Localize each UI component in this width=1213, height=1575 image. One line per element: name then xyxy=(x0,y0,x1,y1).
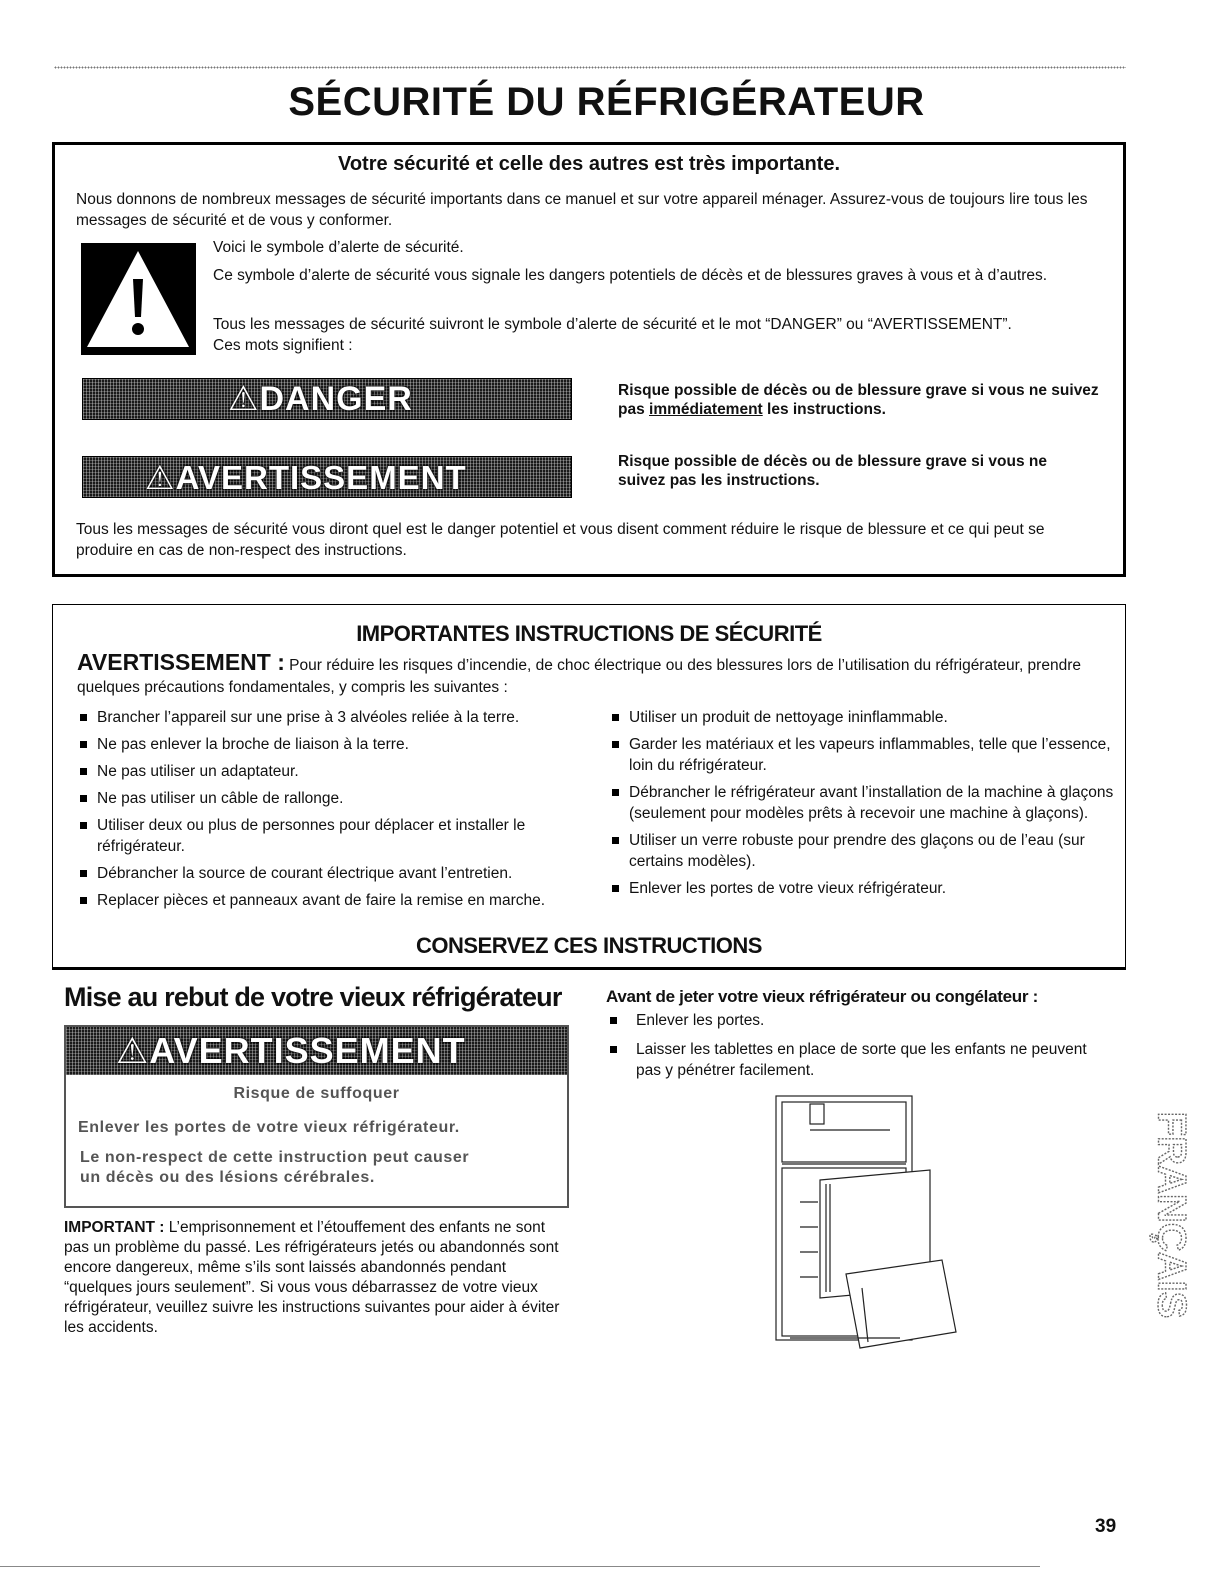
top-dotted-rule xyxy=(54,66,1126,69)
danger-banner xyxy=(82,378,572,420)
warning-banner xyxy=(82,456,572,498)
warning-description: Risque possible de décès ou de blessure grave si vous ne suivez pas les instructions. xyxy=(618,453,1047,489)
symbol-description: Ce symbole d’alerte de sécurité vous signale les dangers potentiels de décès et de blessures graves à vous et à d’autres. xyxy=(213,267,1048,284)
warning-triangle-icon: ⚠ xyxy=(145,458,176,496)
instructions-warning: AVERTISSEMENT : Pour réduire les risques d’incendie, de choc électrique ou des blessures lors de l’utilisation du réfrigérateur, prendre quelques précautions fondamentales, y compris les suivantes : xyxy=(77,649,1081,696)
instructions-footer: CONSERVEZ CES INSTRUCTIONS xyxy=(416,933,762,958)
signal-words-text: Tous les messages de sécurité suivront le symbole d’alerte de sécurité et le mot “DANGER” ou “AVERTISSEMENT”. Ces mots signifient : xyxy=(213,316,1012,354)
list-item: Laisser les tablettes en place de sorte que les enfants ne peuvent pas y pénétrer facilement. xyxy=(606,1039,1106,1081)
list-item: Brancher l’appareil sur une prise à 3 alvéoles reliée à la terre. xyxy=(77,707,587,728)
refrigerator-illustration xyxy=(770,1092,970,1357)
disposal-warning-triangle-icon: ⚠ xyxy=(116,1030,150,1071)
disposal-warning-line-2b: un décès ou des lésions cérébrales. xyxy=(80,1169,375,1186)
symbol-line: Voici le symbole d’alerte de sécurité. xyxy=(213,239,464,256)
list-item: Ne pas utiliser un câble de rallonge. xyxy=(77,788,587,809)
list-item: Débrancher la source de courant électrique avant l’entretien. xyxy=(77,863,587,884)
list-item: Garder les matériaux et les vapeurs inflammables, telle que l’essence, loin du réfrigérateur. xyxy=(609,734,1114,776)
disposal-warning-line-1: Enlever les portes de votre vieux réfrigérateur. xyxy=(78,1119,460,1136)
list-item: Enlever les portes de votre vieux réfrigérateur. xyxy=(609,878,1114,899)
disposal-warning-label: AVERTISSEMENT xyxy=(149,1030,466,1071)
list-item: Débrancher le réfrigérateur avant l’installation de la machine à glaçons (seulement pour modèles prêts à recevoir une machine à glaçons). xyxy=(609,782,1114,824)
bottom-rule xyxy=(0,1566,1040,1567)
list-item: Utiliser deux ou plus de personnes pour déplacer et installer le réfrigérateur. xyxy=(77,815,587,857)
language-side-tab xyxy=(1146,1078,1191,1353)
before-disposal-title: Avant de jeter votre vieux réfrigérateur ou congélateur : xyxy=(606,987,1038,1006)
list-item: Enlever les portes. xyxy=(606,1010,1106,1031)
list-item: Replacer pièces et panneaux avant de faire la remise en marche. xyxy=(77,890,587,911)
before-disposal-list xyxy=(606,1010,1106,1089)
page-number: 39 xyxy=(1095,1516,1117,1537)
important-paragraph: IMPORTANT : L’emprisonnement et l’étouffement des enfants ne sont pas un problème du passé. Les réfrigérateurs jetés ou abandonnés sont encore dangereux, même s’ils sont laissés abandonnés pendant “quelques jours seulement”. Si vous vous débarrassez de votre vieux réfrigérateur, veuillez suivre les instructions suivantes pour aider à éviter les accidents. xyxy=(64,1219,560,1336)
list-item: Ne pas enlever la broche de liaison à la terre. xyxy=(77,734,587,755)
list-item: Utiliser un produit de nettoyage ininflammable. xyxy=(609,707,1114,728)
disposal-title: Mise au rebut de votre vieux réfrigérateur xyxy=(64,982,562,1012)
disposal-warning-banner xyxy=(66,1027,567,1075)
safety-outro: Tous les messages de sécurité vous diront quel est le danger potentiel et vous disent comment réduire le risque de blessure et ce qui peut se produire en cas de non-respect des instructions. xyxy=(76,521,1045,559)
warning-label: AVERTISSEMENT xyxy=(175,458,467,496)
danger-warning-triangle-icon: ⚠ xyxy=(228,380,260,418)
danger-label: DANGER xyxy=(259,380,413,418)
suffocation-risk: Risque de suffoquer xyxy=(233,1085,400,1102)
instructions-left-list xyxy=(77,707,587,917)
list-item: Ne pas utiliser un adaptateur. xyxy=(77,761,587,782)
instructions-box xyxy=(52,604,1126,970)
disposal-warning-box xyxy=(64,1025,569,1208)
list-item: Utiliser un verre robuste pour prendre des glaçons ou de l’eau (sur certains modèles). xyxy=(609,830,1114,872)
safety-intro: Nous donnons de nombreux messages de sécurité importants dans ce manuel et sur votre appareil ménager. Assurez-vous de toujours lire tous les messages de sécurité et de vous y conformer. xyxy=(76,191,1088,229)
side-tab-label: FRANÇAIS xyxy=(1149,1111,1191,1319)
disposal-warning-line-2a: Le non-respect de cette instruction peut causer xyxy=(80,1149,470,1166)
instructions-right-list xyxy=(609,707,1114,905)
alert-symbol-icon xyxy=(81,243,196,355)
safety-subtitle: Votre sécurité et celle des autres est très importante. xyxy=(337,153,841,175)
page-title: SÉCURITÉ DU RÉFRIGÉRATEUR xyxy=(288,80,925,124)
instructions-title: IMPORTANTES INSTRUCTIONS DE SÉCURITÉ xyxy=(356,621,822,646)
safety-box xyxy=(52,142,1126,577)
danger-description: Risque possible de décès ou de blessure grave si vous ne suivez pas immédiatement les instructions. xyxy=(618,382,1099,418)
